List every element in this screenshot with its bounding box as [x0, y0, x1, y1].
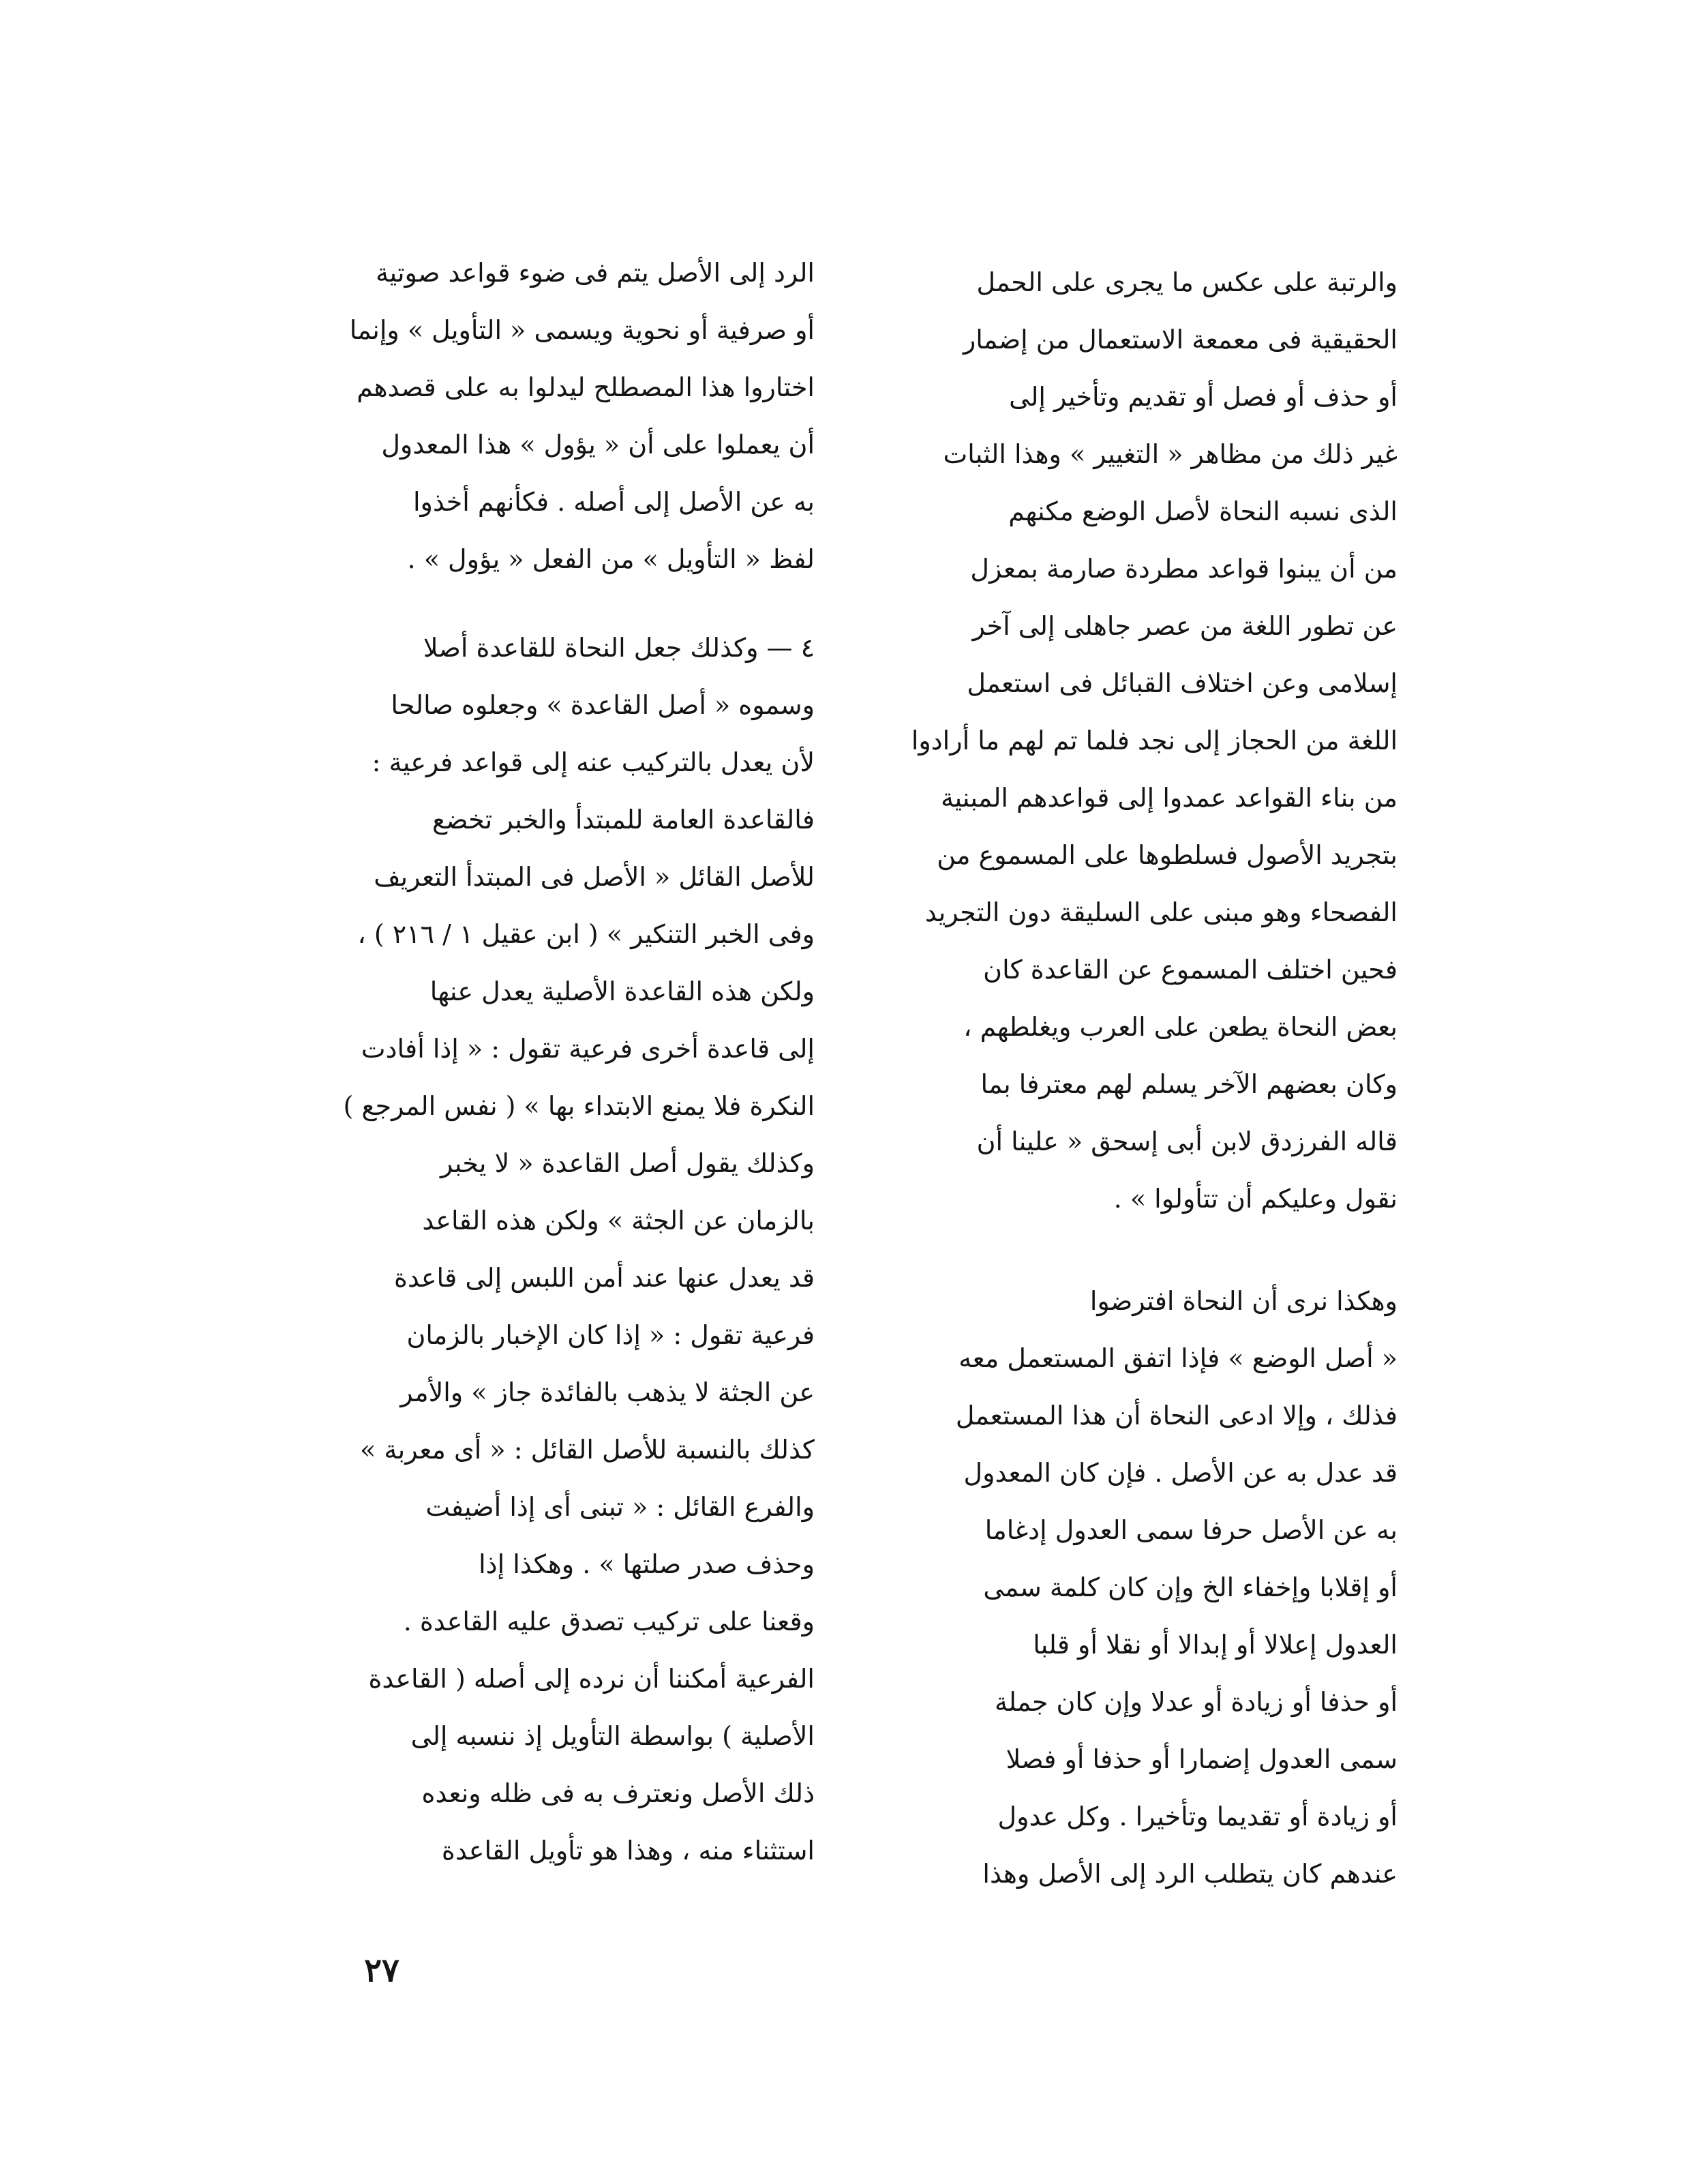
text-line: وهكذا نرى أن النحاة افترضوا [1089, 1286, 1398, 1316]
text-line: عن تطور اللغة من عصر جاهلى إلى آخر [972, 611, 1398, 641]
text-line: وقعنا على تركيب تصدق عليه القاعدة . [403, 1606, 815, 1636]
text-line: به عن الأصل حرفا سمى العدول إدغاما [984, 1515, 1398, 1545]
text-line: أن يعملوا على أن « يؤول » هذا المعدول [381, 430, 815, 460]
text-line: ٤ — وكذلك جعل النحاة للقاعدة أصلا [423, 633, 815, 663]
text-line: سمى العدول إضمارا أو حذفا أو فصلا [1006, 1744, 1398, 1774]
text-line: استثناء منه ، وهذا هو تأويل القاعدة [441, 1836, 815, 1866]
text-line: وكان بعضهم الآخر يسلم لهم معترفا بما [980, 1069, 1398, 1099]
text-line: عندهم كان يتطلب الرد إلى الأصل وهذا [982, 1859, 1398, 1889]
text-line: « أصل الوضع » فإذا اتفق المستعمل معه [958, 1343, 1398, 1373]
text-line: وكذلك يقول أصل القاعدة « لا يخبر [440, 1148, 815, 1178]
text-line: غير ذلك من مظاهر « التغيير » وهذا الثبات [943, 439, 1398, 469]
text-line: والفرع القائل : « تبنى أى إذا أضيفت [425, 1492, 815, 1522]
text-line: الذى نسبه النحاة لأصل الوضع مكنهم [1008, 496, 1398, 526]
text-line: للأصل القائل « الأصل فى المبتدأ التعريف [374, 862, 815, 892]
paragraph [290, 244, 815, 588]
paragraph [873, 1272, 1398, 1902]
text-line: والرتبة على عكس ما يجرى على الحمل [976, 267, 1398, 297]
text-line: قد يعدل عنها عند أمن اللبس إلى قاعدة [394, 1263, 815, 1293]
text-line: وسموه « أصل القاعدة » وجعلوه صالحا [391, 690, 815, 720]
text-line: بتجريد الأصول فسلطوها على المسموع من [937, 840, 1398, 870]
paragraph [873, 254, 1398, 1227]
text-line: أو إقلابا وإخفاء الخ وإن كان كلمة سمى [983, 1572, 1398, 1602]
left-text-column [290, 244, 815, 1879]
text-line: لفظ « التأويل » من الفعل « يؤول » . [407, 544, 815, 574]
text-line: من بناء القواعد عمدوا إلى قواعدهم المبنية [941, 783, 1398, 813]
text-line: ولكن هذه القاعدة الأصلية يعدل عنها [429, 976, 815, 1006]
text-line: بالزمان عن الجثة » ولكن هذه القاعد [422, 1206, 815, 1236]
text-line: الحقيقية فى معمعة الاستعمال من إضمار [963, 325, 1398, 355]
text-line: الأصلية ) بواسطة التأويل إذ ننسبه إلى [410, 1721, 815, 1751]
text-line: فحين اختلف المسموع عن القاعدة كان [983, 955, 1398, 985]
text-line: اختاروا هذا المصطلح ليدلوا به على قصدهم [357, 372, 815, 402]
text-line: إسلامى وعن اختلاف القبائل فى استعمل [967, 668, 1398, 698]
text-line: إلى قاعدة أخرى فرعية تقول : « إذا أفادت [361, 1034, 815, 1064]
text-line: كذلك بالنسبة للأصل القائل : « أى معربة » [359, 1435, 815, 1465]
text-line: الفصحاء وهو مبنى على السليقة دون التجريد [924, 897, 1398, 927]
text-line: وحذف صدر صلتها » . وهكذا إذا [479, 1549, 815, 1579]
text-line: به عن الأصل إلى أصله . فكأنهم أخذوا [412, 487, 815, 517]
text-line: من أن يبنوا قواعد مطردة صارمة بمعزل [970, 554, 1398, 584]
right-text-column [873, 254, 1398, 1902]
text-line: فرعية تقول : « إذا كان الإخبار بالزمان [406, 1320, 815, 1350]
paragraph [290, 619, 815, 1879]
text-line: نقول وعليكم أن تتأولوا » . [1113, 1184, 1398, 1214]
page-number: ٢٧ [364, 1951, 399, 1990]
text-line: قد عدل به عن الأصل . فإن كان المعدول [963, 1458, 1398, 1488]
text-line: عن الجثة لا يذهب بالفائدة جاز » والأمر [400, 1377, 815, 1407]
text-line: العدول إعلالا أو إبدالا أو نقلا أو قلبا [1033, 1630, 1398, 1660]
text-line: أو حذفا أو زيادة أو عدلا وإن كان جملة [995, 1687, 1398, 1717]
text-line: أو حذف أو فصل أو تقديم وتأخير إلى [1009, 382, 1398, 412]
text-line: أو زيادة أو تقديما وتأخيرا . وكل عدول [997, 1801, 1398, 1831]
text-line: اللغة من الحجاز إلى نجد فلما تم لهم ما أرادوا [911, 725, 1398, 756]
text-line: بعض النحاة يطعن على العرب ويغلطهم ، [963, 1012, 1398, 1042]
text-line: وفى الخبر التنكير » ( ابن عقيل ١ / ٢١٦ ) ، [357, 919, 815, 949]
text-line: ذلك الأصل ونعترف به فى ظله ونعده [421, 1778, 815, 1808]
text-line: لأن يعدل بالتركيب عنه إلى قواعد فرعية : [372, 747, 815, 777]
text-line: النكرة فلا يمنع الابتداء بها » ( نفس المرجع ) [343, 1091, 815, 1121]
text-line: الرد إلى الأصل يتم فى ضوء قواعد صوتية [376, 258, 815, 288]
text-line: فذلك ، وإلا ادعى النحاة أن هذا المستعمل [955, 1401, 1398, 1431]
text-line: قاله الفرزدق لابن أبى إسحق « علينا أن [976, 1126, 1398, 1156]
text-line: الفرعية أمكننا أن نرده إلى أصله ( القاعدة [368, 1664, 815, 1694]
text-line: أو صرفية أو نحوية ويسمى « التأويل » وإنما [349, 315, 815, 345]
text-line: فالقاعدة العامة للمبتدأ والخبر تخضع [432, 805, 815, 835]
